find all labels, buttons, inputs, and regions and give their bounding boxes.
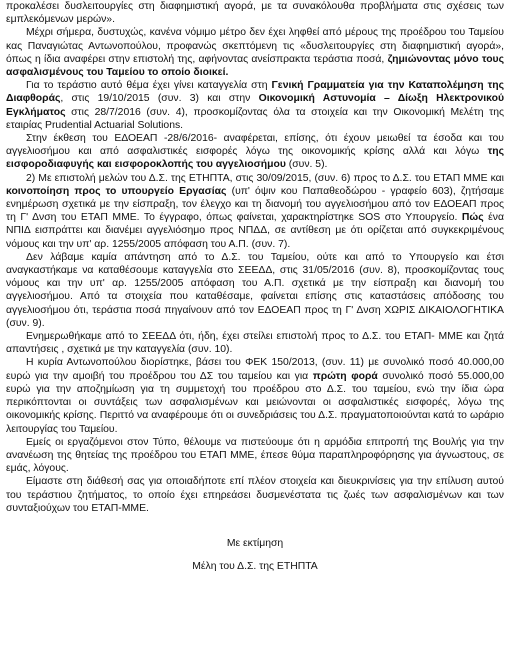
paragraph-text: ένα ΝΠΙΔ εισπράττει και διανέμει αγγελιόσημο προς ΝΠΔΔ, σε αντίθεση με ότι ορίζεται από συγκεκριμένους νόμους και την υπ' αρ. 1255/2005 απόφαση του Α.Π. (συν. 7). [6, 212, 504, 250]
paragraph-text: Ενημερωθήκαμε από το ΣΕΕΔΔ ότι, ήδη, έχει στείλει επιστολή προς το Δ.Σ. του ΕΤΑΠ- ΜΜΕ και ζητά απαντήσεις , σχετικά με την καταγγελία (συν. 10). [6, 331, 504, 356]
paragraph-appointment [6, 356, 504, 435]
paragraph-press-workers [6, 436, 504, 476]
bold-phrase: Γενική Γραμματεία για την Καταπολέμηση της Διαφθοράς [6, 80, 504, 105]
paragraph-no-answer [6, 251, 504, 330]
bold-phrase: Πώς [461, 212, 484, 224]
paragraph-complaints [6, 79, 504, 132]
paragraph-text: 2) Με επιστολή μελών του Δ.Σ. της ΕΤΗΠΤΑ, στις 30/09/2015, (συν. 6) προς το Δ.Σ. του ΕΤΑΠ ΜΜΕ και [26, 172, 504, 184]
paragraph-text: (υπ' όψιν κου Παπαθεοδώρου - γραφείο 603), ζητήσαμε ενημέρωση σχετικά με την είσπραξη, τον έλεγχο και τη διανομή του αγγελιοσήμου από τον ΕΔΟΕΑΠ προς τη Γ' Δνση του ΕΤΑΠ ΜΜΕ. Το έγγραφο, όπως φαίνεται, χαρακτηρίστηκε SOS στο Υπουργείο. [6, 185, 504, 224]
closing-greeting: Με εκτίμηση [226, 537, 284, 549]
paragraph-text: συνολικό ποσό 55.000,00 ευρώ για την αποζημίωση για τη συμμετοχή του προέδρου στο Δ.Σ. του ταμείου, ενώ την ίδια ώρα περικόπτονται οι συντάξεις των ασφαλισμένων και μειώνονται οι ασφαλιστικές εισφορές, λόγω της οικονομικής κρίσης. Περιττό να αναφέρουμε ότι οι συνεδριάσεις του Δ.Σ. πραγματοποιούνται κατά το ωράριο λειτουργίας του Ταμείου. [6, 370, 504, 435]
paragraph-seedd [6, 330, 504, 356]
letter-page [6, 0, 504, 573]
paragraph-intro [6, 0, 504, 26]
paragraph-text: Η κυρία Αντωνοπούλου διορίστηκε, βάσει του ΦΕΚ 150/2013, (συν. 11) με συνολικό ποσό 40.000,00 ευρώ για την αμοιβή του προέδρου του ΔΣ του ταμείου και για [6, 357, 504, 382]
bold-phrase: Οικονομική Αστυνομία – Δίωξη Ηλεκτρονικού Εγκλήματος [6, 93, 504, 118]
paragraph-text: Στην έκθεση του ΕΔΟΕΑΠ -28/6/2016- αναφέρεται, επίσης, ότι έχουν μειωθεί τα έσοδα και του αγγελιοσήμου και από ασφαλιστικές εισφορές λόγω της οικονομικής κρίσης αλλά και λόγω [6, 133, 504, 158]
paragraph-availability [6, 475, 504, 515]
paragraph-text: Είμαστε στη διάθεσή σας για οποιαδήποτε επί πλέον στοιχεία και διευκρινίσεις για την επίλυση αυτού του τεράστιου ζητήματος, το οποίο έχει επηρεάσει δυσμενέστατα τις ζωές των ασφαλισμένων και των συνταξιούχων του ΕΤΑΠ-ΜΜΕ. [6, 476, 504, 514]
bold-phrase: ζημιώνοντας μόνο τους ασφαλισμένους του Ταμείου το οποίο διοικεί. [6, 53, 504, 79]
paragraph-text: Δεν λάβαμε καμία απάντηση από το Δ.Σ. του Ταμείου, ούτε και από το Υπουργείο και έτσι αναγκαστήκαμε να καταθέσουμε καταγγελία στο ΣΕΕΔΔ, στις 31/05/2016 (συν. 8), προσκομίζοντας τους νόμους και την υπ' αρ. 1255/2005 απόφαση του Α.Π. σχετικά με την είσπραξη και διανομή του αγγελιοσήμου. Από τα στοιχεία που καταθέσαμε, φαίνεται επίσης στις καταστάσεις απόδοσης του αγγελιοσήμου ότι, τεράστια ποσά πηγαίνουν από τον ΕΔΟΕΑΠ προς τη Γ' Δνση ΧΩΡΙΣ ΔΙΚΑΙΟΛΟΓΗΤΙΚΑ (συν. 9). [6, 251, 504, 329]
paragraph-text: στις 28/7/2016 (συν. 4), προσκομίζοντας όλα τα στοιχεία και την Οικονομική Μελέτη της εταιρίας Prudential Actuarial Solutions. [6, 106, 504, 131]
signer-line: Μέλη του Δ.Σ. της ΕΤΗΠΤΑ [192, 561, 318, 573]
bold-phrase: κοινοποίηση προς το υπουργείο Εργασίας [6, 185, 227, 197]
paragraph-text: Μέχρι σήμερα, δυστυχώς, κανένα νόμιμο μέτρο δεν έχει ληφθεί από μέρους της προέδρου του Ταμείου κας Παναγιώτας Αντωνοπούλου, προφανώς σκεπτόμενη τις «δυσλειτουργίες στη διαφημιστική αγορά», όπως η ίδια αναφέρει στην επιστολή της, αφήνοντας ανείσπρακτα τεράστια ποσά, [6, 27, 504, 65]
paragraph-letter-to-board [6, 172, 504, 251]
paragraph-no-measures [6, 26, 504, 79]
paragraph-text: Για το τεράστιο αυτό θέμα έχει γίνει καταγγελία στη [26, 80, 272, 92]
bold-phrase: πρώτη φορά [312, 370, 378, 382]
paragraph-text: (συν. 5). [285, 159, 328, 171]
paragraph-text: , στις 19/10/2015 (συν. 3) και στην [60, 93, 259, 105]
bold-phrase: της εισφοροδιαφυγής και εισφοροκλοπής του αγγελιοσήμου [6, 146, 504, 171]
paragraph-text: Εμείς οι εργαζόμενοι στον Τύπο, θέλουμε να πιστεύουμε ότι η αρμόδια επιτροπή της Βουλής για την ανανέωση της θητείας της προέδρου του ΕΤΑΠ ΜΜΕ, έπεσε θύμα παραπληροφόρησης για άγνωστους, σε εμάς, λόγους. [6, 436, 504, 475]
paragraph-edoeap-report [6, 132, 504, 172]
paragraph-text: προκαλέσει δυσλειτουργίες στη διαφημιστική αγορά, με τα συνακόλουθα προβλήματα στις σχέσεις των εμπλεκόμενων μερών». [6, 1, 504, 26]
